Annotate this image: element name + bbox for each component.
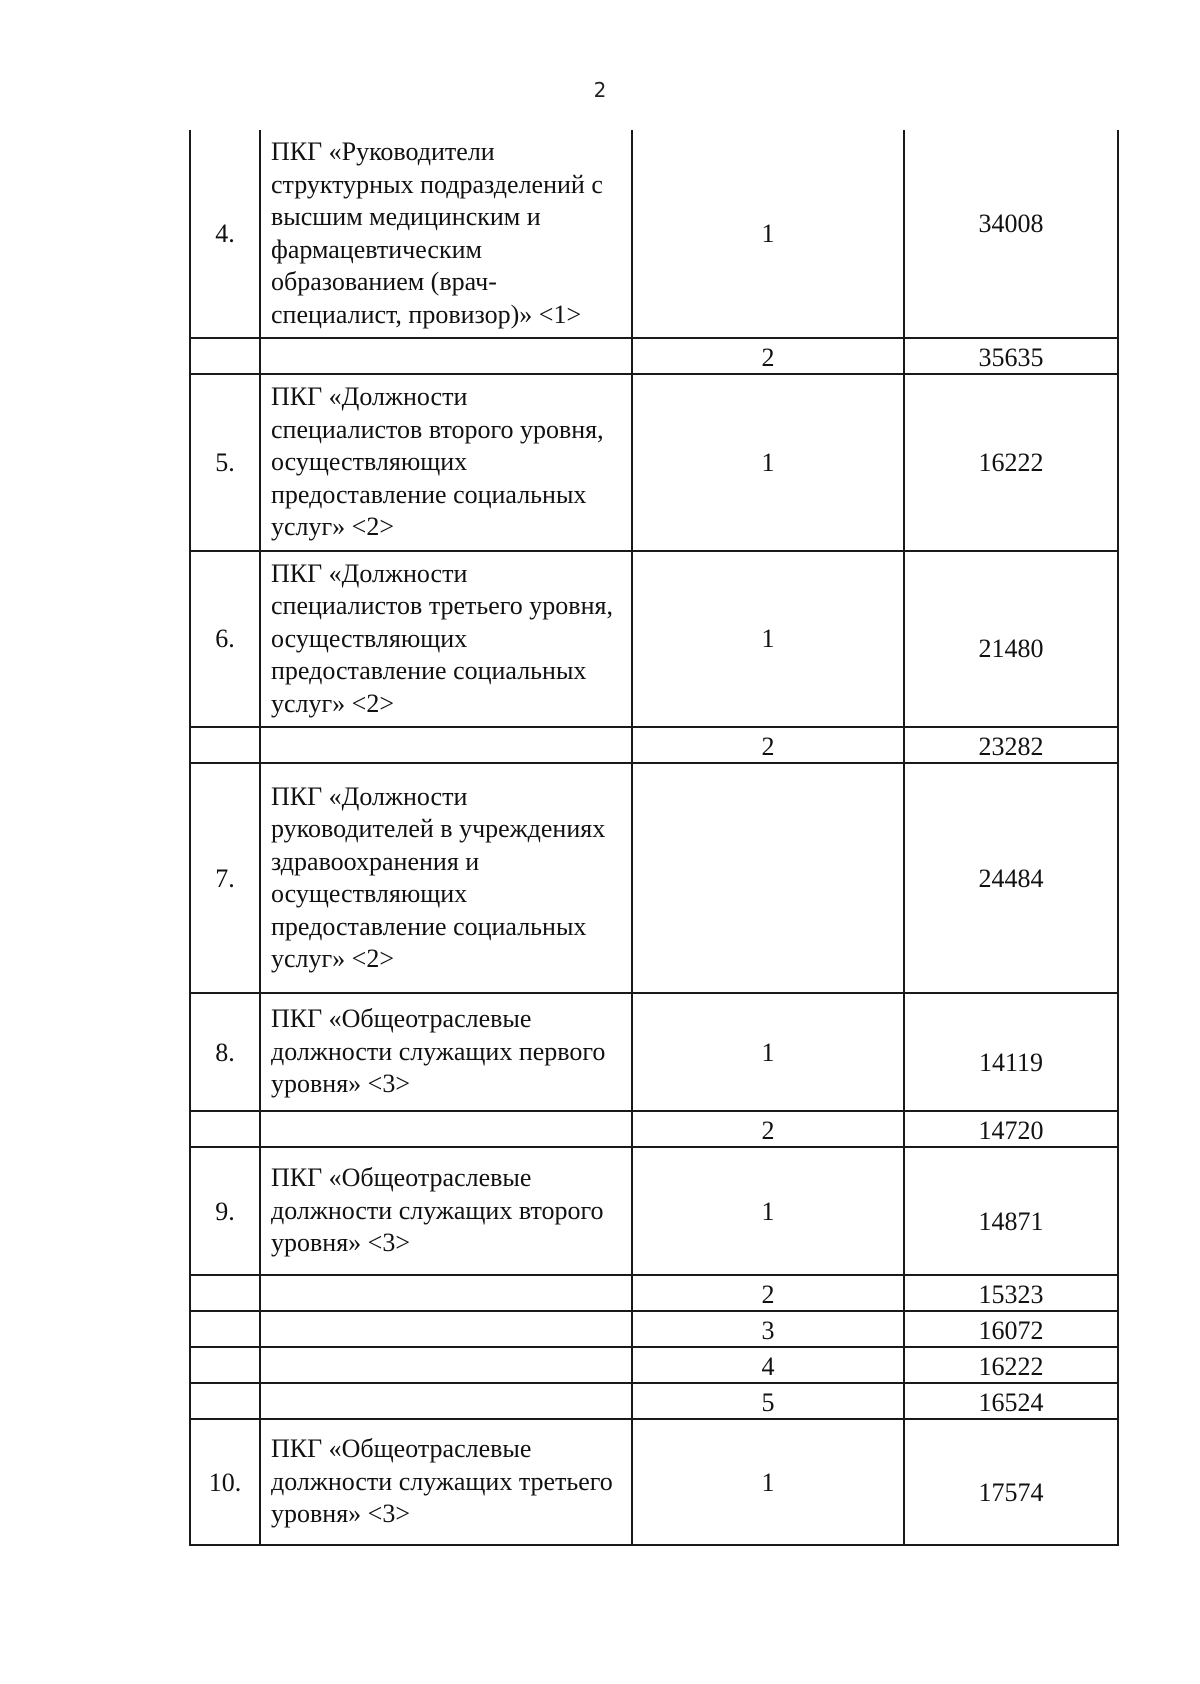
salary-value: 34008 — [978, 209, 1044, 238]
table-row — [190, 551, 1118, 728]
level-value: 1 — [761, 1196, 775, 1226]
row-number: 7. — [190, 763, 260, 993]
qualification-level: 5 — [632, 1383, 904, 1419]
salary-cell — [904, 1147, 1118, 1275]
qualification-level — [632, 551, 904, 728]
row-number — [190, 1383, 260, 1419]
level-value: 1 — [761, 1037, 775, 1067]
table-row — [190, 1347, 1118, 1383]
group-name — [260, 1347, 632, 1383]
table-row — [190, 1383, 1118, 1419]
row-number — [190, 1347, 260, 1383]
row-number — [190, 1111, 260, 1147]
qualification-level — [632, 1147, 904, 1275]
salary-value: 16222 — [904, 1347, 1118, 1383]
row-number: 4. — [190, 130, 260, 338]
salary-value: 24484 — [904, 763, 1118, 993]
salary-value: 23282 — [904, 727, 1118, 763]
row-number — [190, 1311, 260, 1347]
qualification-level: 2 — [632, 1111, 904, 1147]
group-name — [260, 1275, 632, 1311]
group-name: ПКГ «Общеотраслевые должности служащих второго уровня» <3> — [260, 1147, 632, 1275]
table-row — [190, 338, 1118, 374]
row-number: 9. — [190, 1147, 260, 1275]
salary-cell — [904, 551, 1118, 728]
qualification-level: 1 — [632, 374, 904, 551]
qualification-level — [632, 1419, 904, 1545]
level-value: 1 — [761, 219, 775, 248]
table-row — [190, 727, 1118, 763]
table-row — [190, 374, 1118, 551]
salary-value: 14119 — [978, 1047, 1044, 1077]
table-row — [190, 130, 1118, 338]
salary-value: 35635 — [904, 338, 1118, 374]
page-number: 2 — [593, 78, 607, 102]
salary-table — [189, 130, 1119, 1546]
row-number — [190, 338, 260, 374]
salary-cell — [904, 1419, 1118, 1545]
group-name: ПКГ «Общеотраслевые должности служащих третьего уровня» <3> — [260, 1419, 632, 1545]
salary-value: 16072 — [904, 1311, 1118, 1347]
table-row — [190, 993, 1118, 1111]
table-row — [190, 1275, 1118, 1311]
qualification-level: 2 — [632, 1275, 904, 1311]
qualification-level: 4 — [632, 1347, 904, 1383]
qualification-level: 2 — [632, 727, 904, 763]
salary-value: 15323 — [904, 1275, 1118, 1311]
salary-value: 17574 — [978, 1477, 1044, 1507]
group-name: ПКГ «Общеотраслевые должности служащих первого уровня» <3> — [260, 993, 632, 1111]
salary-cell — [904, 993, 1118, 1111]
table-row — [190, 1111, 1118, 1147]
qualification-level — [632, 130, 904, 338]
salary-cell — [904, 130, 1118, 338]
group-name: ПКГ «Должности специалистов второго уровня, осуществляющих предоставление социальных услуг» <2> — [260, 374, 632, 551]
row-number — [190, 727, 260, 763]
group-name: ПКГ «Должности руководителей в учреждениях здравоохранения и осуществляющих предоставление социальных услуг» <2> — [260, 763, 632, 993]
table-row — [190, 1311, 1118, 1347]
qualification-level — [632, 993, 904, 1111]
row-number: 10. — [190, 1419, 260, 1545]
qualification-level: 2 — [632, 338, 904, 374]
group-name: ПКГ «Должности специалистов третьего уровня, осуществляющих предоставление социальных услуг» <2> — [260, 551, 632, 728]
salary-value: 21480 — [978, 634, 1044, 664]
level-value: 1 — [761, 1467, 775, 1497]
salary-value: 16524 — [904, 1383, 1118, 1419]
qualification-level — [632, 763, 904, 993]
group-name: ПКГ «Руководители структурных подразделений с высшим медицинским и фармацевтическим образованием (врач-специалист, провизор)» <1> — [260, 130, 632, 338]
salary-value: 14720 — [904, 1111, 1118, 1147]
table-row — [190, 1147, 1118, 1275]
row-number — [190, 1275, 260, 1311]
group-name — [260, 1383, 632, 1419]
group-name — [260, 338, 632, 374]
group-name — [260, 1311, 632, 1347]
table-row — [190, 763, 1118, 993]
row-number: 6. — [190, 551, 260, 728]
table-row — [190, 1419, 1118, 1545]
salary-value: 16222 — [904, 374, 1118, 551]
salary-table-container — [189, 130, 1117, 1546]
level-value: 1 — [761, 624, 775, 654]
group-name — [260, 1111, 632, 1147]
group-name — [260, 727, 632, 763]
row-number: 5. — [190, 374, 260, 551]
row-number: 8. — [190, 993, 260, 1111]
salary-value: 14871 — [978, 1206, 1044, 1236]
qualification-level: 3 — [632, 1311, 904, 1347]
